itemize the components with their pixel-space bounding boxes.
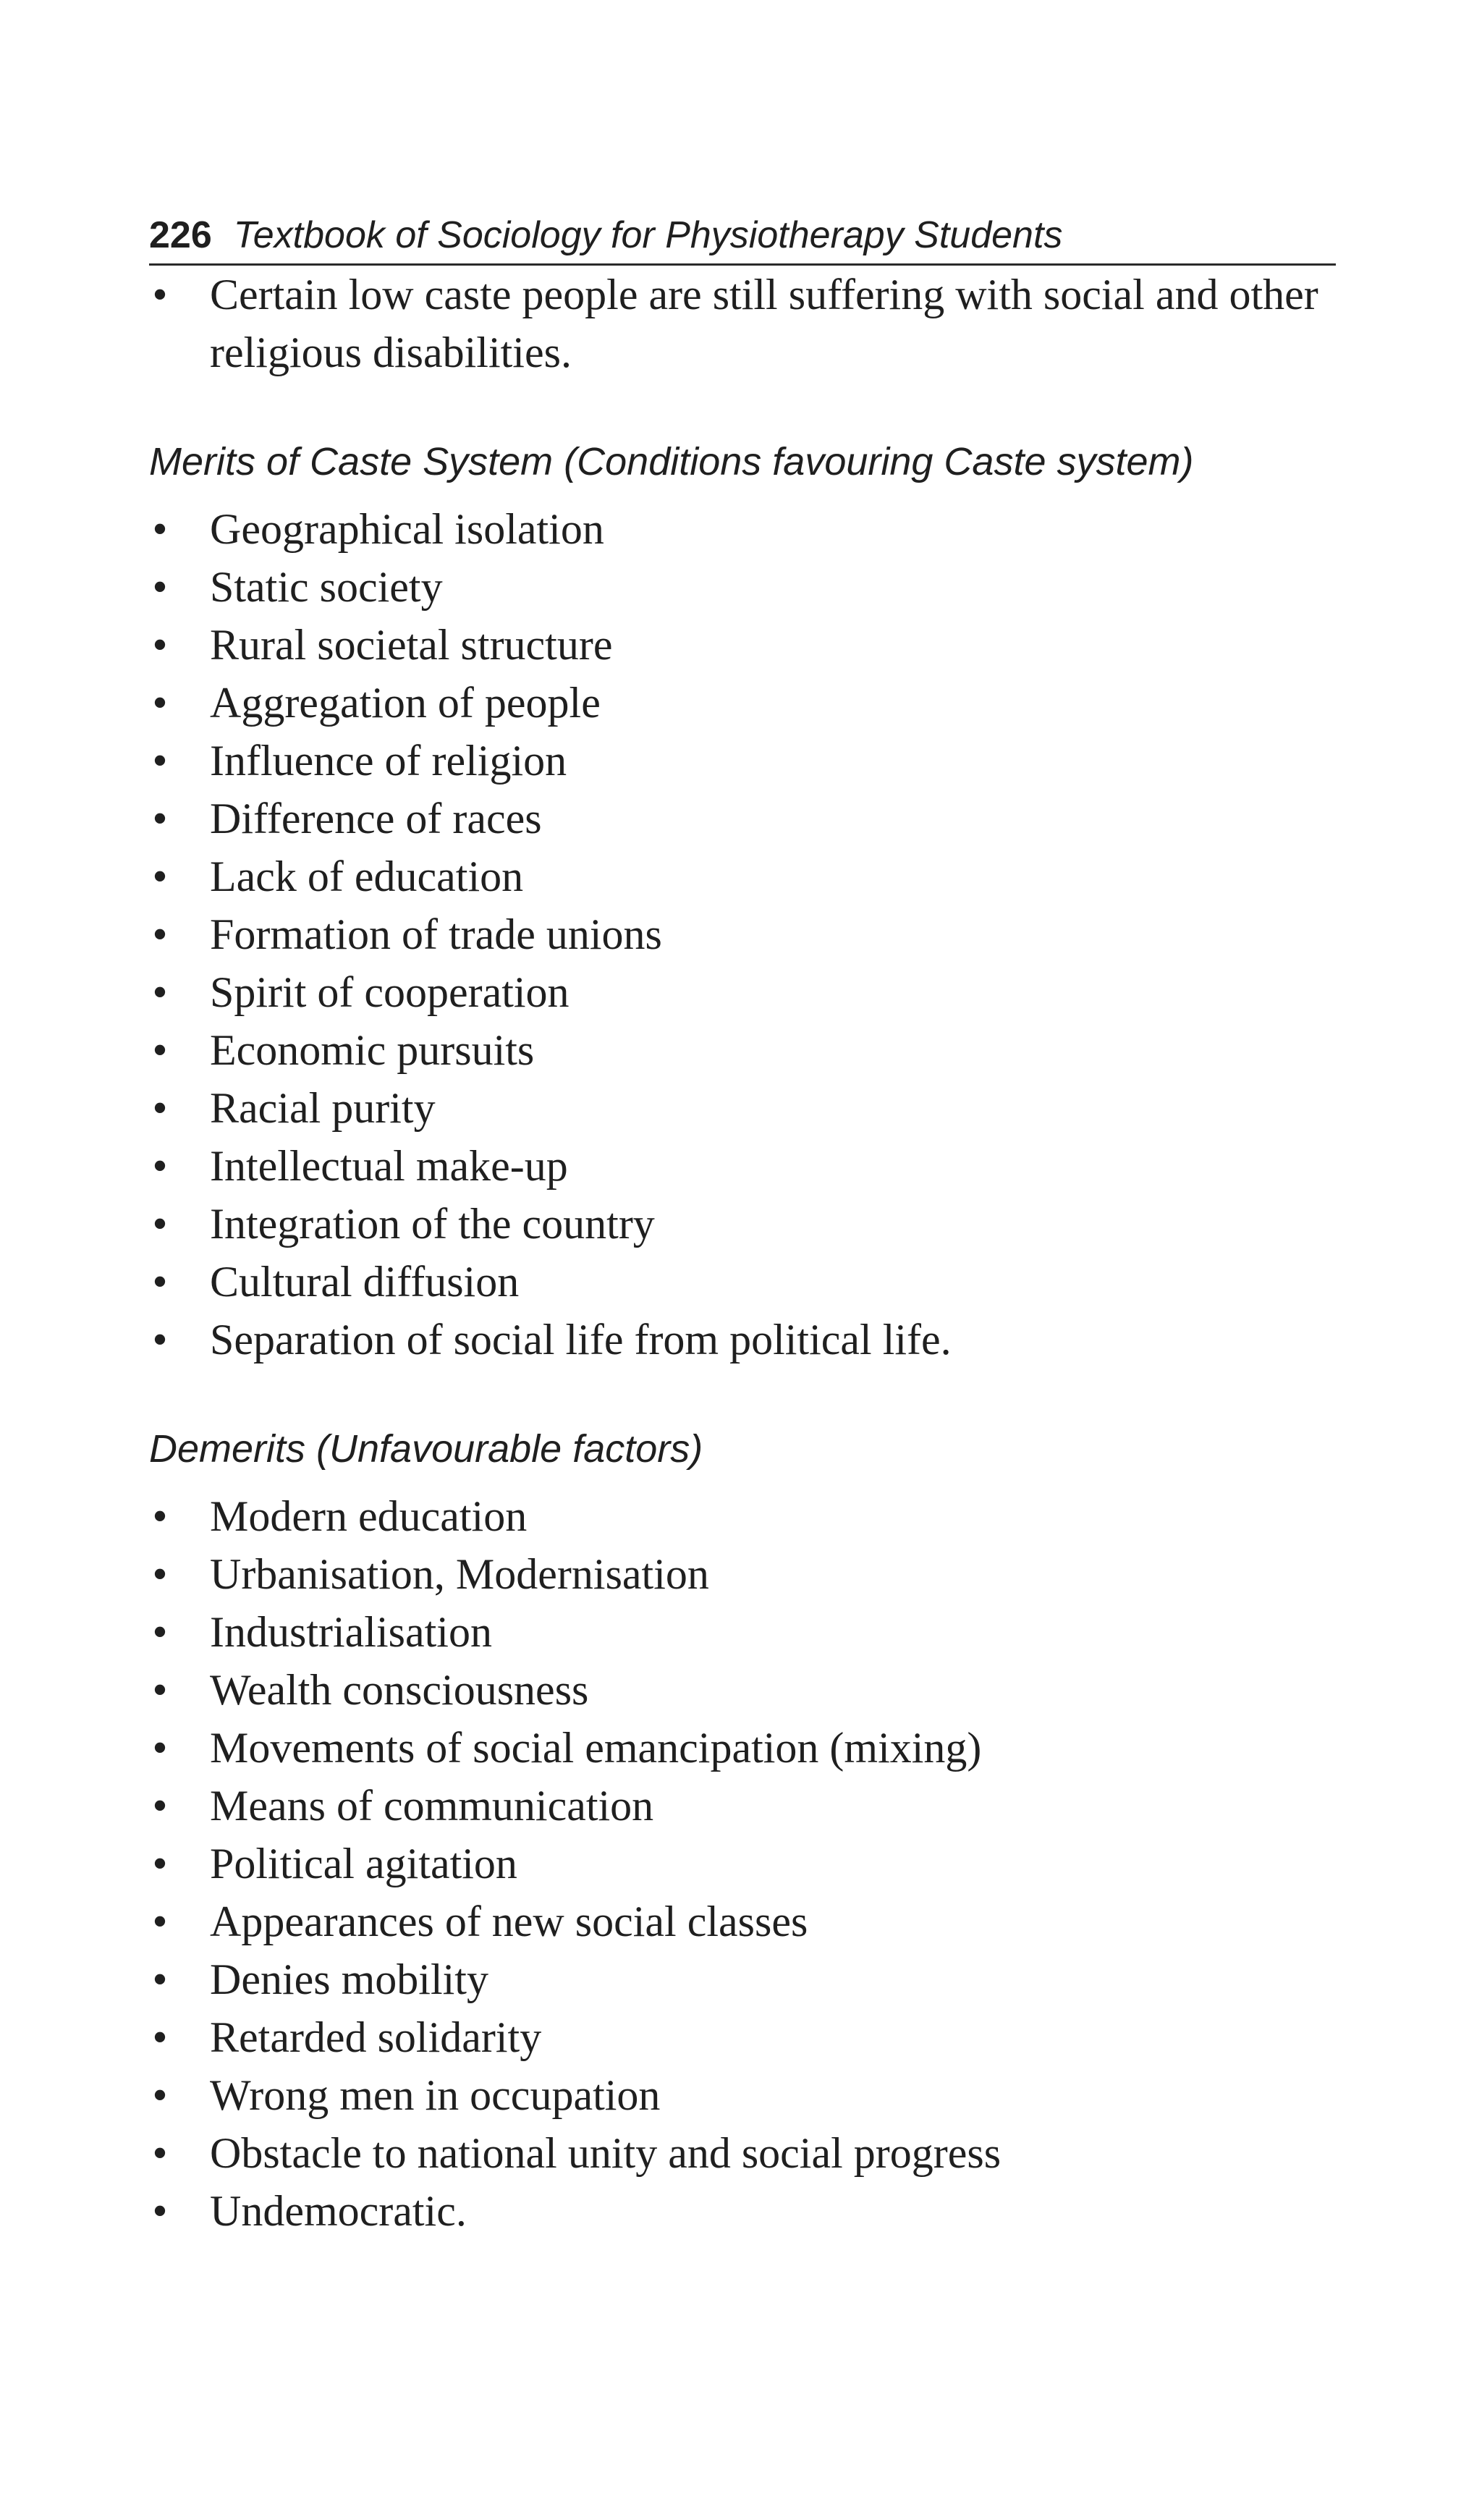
bullet-icon: • xyxy=(152,2071,168,2119)
list-item-text: Certain low caste people are still suffering with social and other religious disabilities. xyxy=(210,271,1318,376)
list-item xyxy=(149,1893,1336,1950)
list-item xyxy=(149,1253,1336,1311)
bullet-icon: • xyxy=(152,968,168,1016)
intro-bullet-list xyxy=(149,266,1336,381)
list-item xyxy=(149,674,1336,732)
list-item xyxy=(149,1661,1336,1719)
bullet-icon: • xyxy=(152,1666,168,1714)
list-item-text: Movements of social emancipation (mixing) xyxy=(210,1724,982,1772)
list-item-text: Influence of religion xyxy=(210,737,567,785)
list-item xyxy=(149,963,1336,1021)
list-item-text: Integration of the country xyxy=(210,1200,655,1248)
book-title: Textbook of Sociology for Physiotherapy Students xyxy=(233,214,1063,256)
list-item-text: Economic pursuits xyxy=(210,1026,535,1074)
list-item xyxy=(149,732,1336,790)
demerits-heading: Demerits (Unfavourable factors) xyxy=(149,1427,703,1471)
bullet-icon: • xyxy=(152,1898,168,1945)
list-item-text: Urbanisation, Modernisation xyxy=(210,1550,709,1598)
bullet-icon: • xyxy=(152,271,168,318)
bullet-icon: • xyxy=(152,2187,168,2235)
list-item-text: Racial purity xyxy=(210,1084,436,1132)
list-item xyxy=(149,2008,1336,2066)
list-item xyxy=(149,266,1336,381)
list-item xyxy=(149,1137,1336,1195)
bullet-icon: • xyxy=(152,505,168,553)
list-item xyxy=(149,2124,1336,2182)
list-item-text: Rural societal structure xyxy=(210,621,613,669)
list-item xyxy=(149,500,1336,558)
demerits-bullet-list xyxy=(149,1487,1336,2240)
bullet-icon: • xyxy=(152,679,168,727)
bullet-icon: • xyxy=(152,563,168,611)
list-item-text: Means of communication xyxy=(210,1782,654,1830)
bullet-icon: • xyxy=(152,1142,168,1190)
list-item xyxy=(149,616,1336,674)
list-item xyxy=(149,1950,1336,2008)
bullet-icon: • xyxy=(152,1840,168,1887)
list-item xyxy=(149,1777,1336,1835)
bullet-icon: • xyxy=(152,910,168,958)
list-item xyxy=(149,1545,1336,1603)
list-item-text: Wealth consciousness xyxy=(210,1666,589,1714)
merits-bullet-list xyxy=(149,500,1336,1369)
list-item-text: Obstacle to national unity and social progress xyxy=(210,2129,1002,2177)
list-item-text: Formation of trade unions xyxy=(210,910,662,958)
book-page xyxy=(149,210,1336,2240)
bullet-icon: • xyxy=(152,1492,168,1540)
list-item-text: Intellectual make-up xyxy=(210,1142,568,1190)
bullet-icon: • xyxy=(152,1724,168,1772)
list-item xyxy=(149,790,1336,847)
bullet-icon: • xyxy=(152,2013,168,2061)
list-item-text: Industrialisation xyxy=(210,1608,492,1656)
list-item xyxy=(149,1719,1336,1777)
list-item-text: Separation of social life from political life. xyxy=(210,1316,952,1363)
list-item xyxy=(149,1021,1336,1079)
list-item-text: Difference of races xyxy=(210,795,542,842)
bullet-icon: • xyxy=(152,853,168,900)
bullet-icon: • xyxy=(152,1084,168,1132)
bullet-icon: • xyxy=(152,1782,168,1830)
bullet-icon: • xyxy=(152,795,168,842)
merits-heading: Merits of Caste System (Conditions favouring Caste system) xyxy=(149,440,1194,483)
list-item-text: Aggregation of people xyxy=(210,679,601,727)
list-item xyxy=(149,1079,1336,1137)
page-content xyxy=(149,266,1336,2240)
list-item-text: Appearances of new social classes xyxy=(210,1898,808,1945)
bullet-icon: • xyxy=(152,2129,168,2177)
list-item xyxy=(149,1835,1336,1893)
list-item-text: Modern education xyxy=(210,1492,528,1540)
bullet-icon: • xyxy=(152,1955,168,2003)
bullet-icon: • xyxy=(152,1258,168,1306)
list-item-text: Lack of education xyxy=(210,853,524,900)
list-item xyxy=(149,1487,1336,1545)
list-item xyxy=(149,1195,1336,1253)
list-item-text: Cultural diffusion xyxy=(210,1258,520,1306)
bullet-icon: • xyxy=(152,737,168,785)
list-item-text: Political agitation xyxy=(210,1840,517,1887)
bullet-icon: • xyxy=(152,1608,168,1656)
running-header xyxy=(149,210,1336,266)
list-item xyxy=(149,905,1336,963)
list-item-text: Spirit of cooperation xyxy=(210,968,569,1016)
list-item xyxy=(149,1603,1336,1661)
bullet-icon: • xyxy=(152,1200,168,1248)
list-item-text: Denies mobility xyxy=(210,1955,488,2003)
list-item-text: Wrong men in occupation xyxy=(210,2071,661,2119)
list-item xyxy=(149,558,1336,616)
list-item xyxy=(149,2182,1336,2240)
bullet-icon: • xyxy=(152,621,168,669)
list-item-text: Static society xyxy=(210,563,443,611)
list-item-text: Geographical isolation xyxy=(210,505,604,553)
bullet-icon: • xyxy=(152,1316,168,1363)
list-item xyxy=(149,847,1336,905)
list-item-text: Retarded solidarity xyxy=(210,2013,542,2061)
list-item xyxy=(149,2066,1336,2124)
page-number: 226 xyxy=(149,214,212,256)
bullet-icon: • xyxy=(152,1026,168,1074)
list-item xyxy=(149,1311,1336,1369)
list-item-text: Undemocratic. xyxy=(210,2187,467,2235)
bullet-icon: • xyxy=(152,1550,168,1598)
